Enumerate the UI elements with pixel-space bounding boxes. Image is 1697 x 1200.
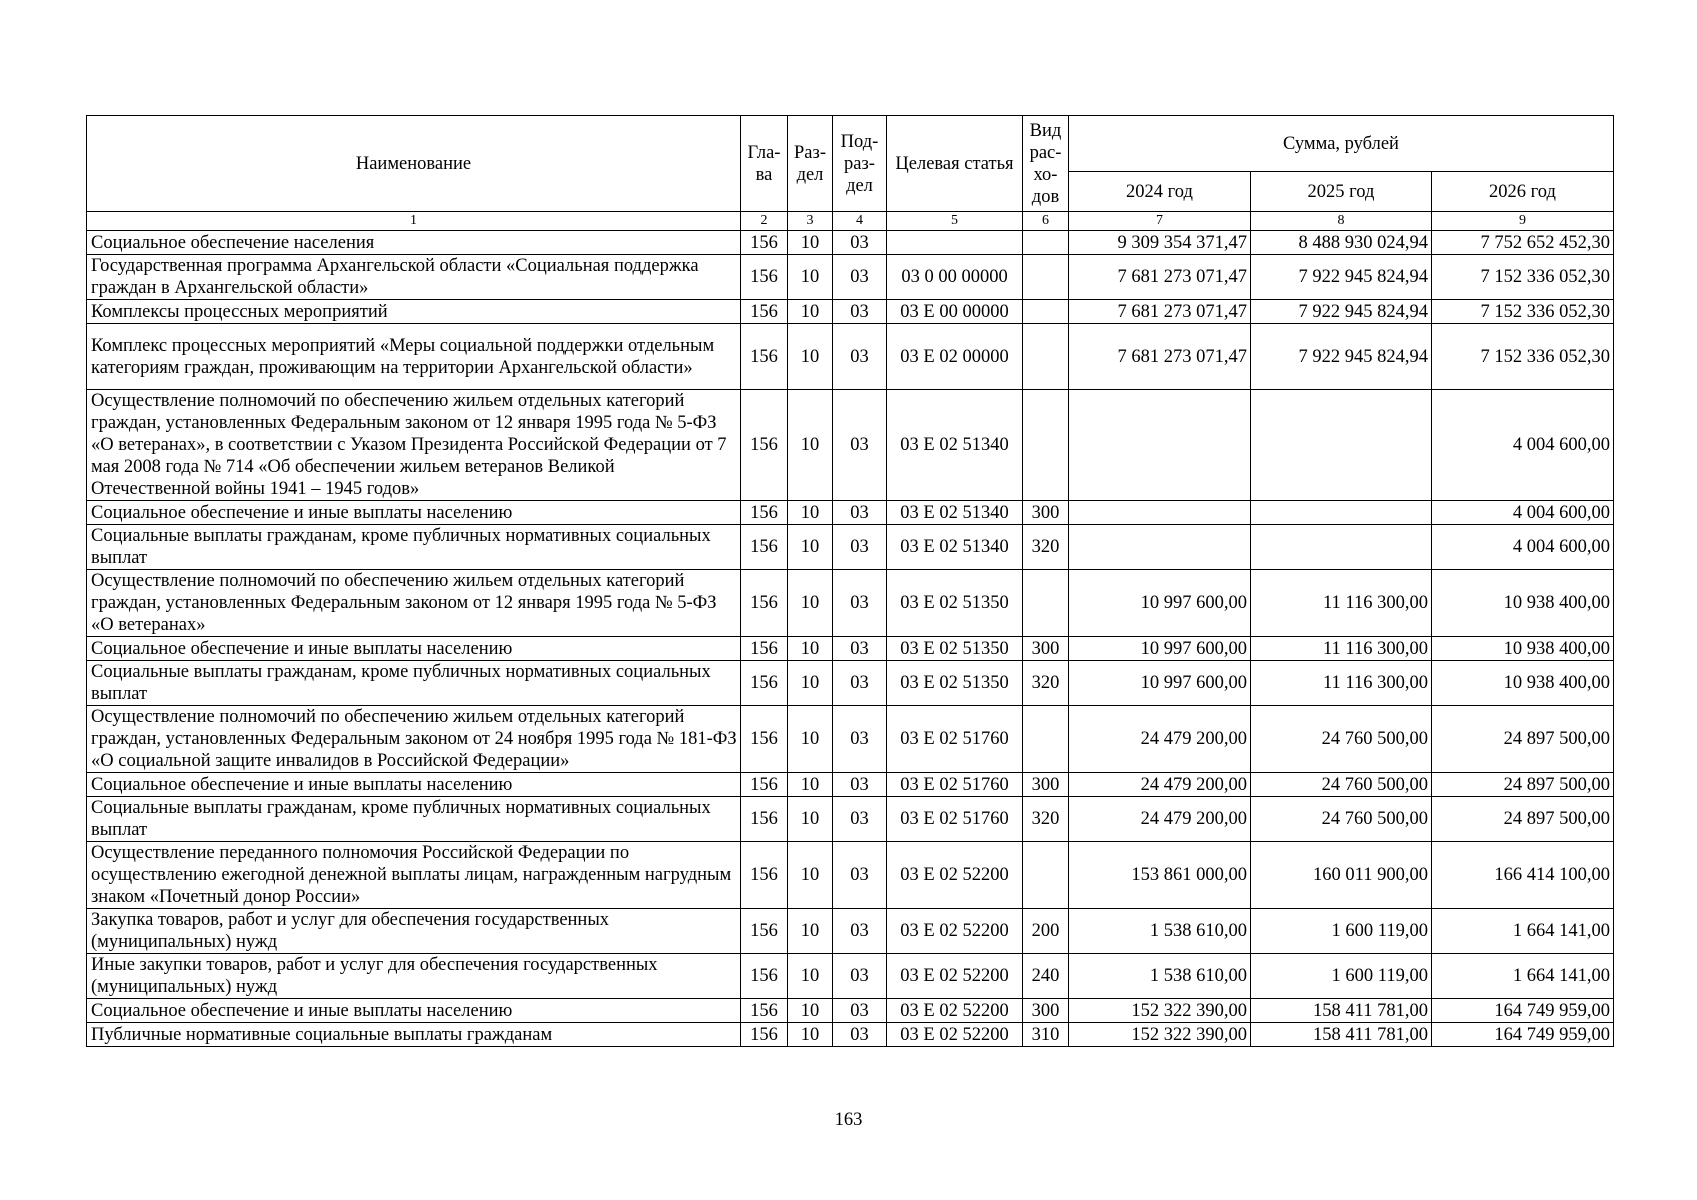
- row-glava: 156: [741, 661, 788, 706]
- row-expense-type: [1023, 706, 1069, 773]
- table-row: [87, 324, 1614, 390]
- column-number: 5: [887, 212, 1023, 231]
- row-amount-2025: 7 922 945 824,94: [1251, 324, 1432, 390]
- row-target-article: 03 Е 00 00000: [887, 300, 1023, 324]
- row-amount-2026: 24 897 500,00: [1432, 773, 1614, 797]
- row-amount-2026: 164 749 959,00: [1432, 1023, 1614, 1047]
- row-amount-2024: 10 997 600,00: [1069, 661, 1251, 706]
- row-podrazdel: 03: [833, 255, 887, 300]
- row-podrazdel: 03: [833, 706, 887, 773]
- row-razdel: 10: [788, 525, 833, 570]
- row-amount-2024: 152 322 390,00: [1069, 1023, 1251, 1047]
- row-amount-2024: 153 861 000,00: [1069, 842, 1251, 909]
- row-amount-2025: 11 116 300,00: [1251, 661, 1432, 706]
- row-amount-2026: 10 938 400,00: [1432, 637, 1614, 661]
- row-target-article: 03 Е 02 51350: [887, 661, 1023, 706]
- row-razdel: 10: [788, 570, 833, 637]
- row-target-article: 03 Е 02 51760: [887, 797, 1023, 842]
- row-target-article: 03 Е 02 51340: [887, 501, 1023, 525]
- row-razdel: 10: [788, 637, 833, 661]
- row-amount-2025: 158 411 781,00: [1251, 1023, 1432, 1047]
- row-podrazdel: 03: [833, 324, 887, 390]
- table-body: [87, 231, 1614, 1047]
- row-amount-2024: [1069, 501, 1251, 525]
- row-amount-2024: [1069, 525, 1251, 570]
- row-amount-2026: 4 004 600,00: [1432, 501, 1614, 525]
- column-number: 2: [741, 212, 788, 231]
- row-name: Государственная программа Архангельской области «Социальная поддержка граждан в Архангельской области»: [87, 255, 741, 300]
- table-row: [87, 706, 1614, 773]
- column-number-row: [87, 212, 1614, 231]
- row-amount-2026: 166 414 100,00: [1432, 842, 1614, 909]
- row-podrazdel: 03: [833, 797, 887, 842]
- row-amount-2024: 9 309 354 371,47: [1069, 231, 1251, 255]
- row-amount-2024: 24 479 200,00: [1069, 706, 1251, 773]
- header-year-2026: 2026 год: [1432, 172, 1614, 212]
- row-podrazdel: 03: [833, 390, 887, 501]
- row-target-article: 03 Е 02 52200: [887, 909, 1023, 954]
- header-razdel: Раз-дел: [788, 116, 833, 212]
- column-number: 9: [1432, 212, 1614, 231]
- row-podrazdel: 03: [833, 661, 887, 706]
- row-razdel: 10: [788, 999, 833, 1023]
- column-number: 3: [788, 212, 833, 231]
- column-number: 7: [1069, 212, 1251, 231]
- row-amount-2024: 152 322 390,00: [1069, 999, 1251, 1023]
- row-target-article: 03 Е 02 51760: [887, 706, 1023, 773]
- row-podrazdel: 03: [833, 773, 887, 797]
- table-row: [87, 255, 1614, 300]
- row-amount-2025: 24 760 500,00: [1251, 797, 1432, 842]
- row-expense-type: [1023, 390, 1069, 501]
- row-razdel: 10: [788, 661, 833, 706]
- row-expense-type: 200: [1023, 909, 1069, 954]
- row-amount-2026: 164 749 959,00: [1432, 999, 1614, 1023]
- row-razdel: 10: [788, 1023, 833, 1047]
- row-glava: 156: [741, 1023, 788, 1047]
- row-amount-2026: 7 752 652 452,30: [1432, 231, 1614, 255]
- row-glava: 156: [741, 570, 788, 637]
- row-razdel: 10: [788, 255, 833, 300]
- row-glava: 156: [741, 501, 788, 525]
- row-amount-2025: 8 488 930 024,94: [1251, 231, 1432, 255]
- row-name: Социальное обеспечение населения: [87, 231, 741, 255]
- row-razdel: 10: [788, 842, 833, 909]
- row-glava: 156: [741, 231, 788, 255]
- row-expense-type: 310: [1023, 1023, 1069, 1047]
- row-glava: 156: [741, 706, 788, 773]
- row-name: Социальные выплаты гражданам, кроме публичных нормативных социальных выплат: [87, 797, 741, 842]
- row-amount-2026: 1 664 141,00: [1432, 954, 1614, 999]
- row-glava: 156: [741, 637, 788, 661]
- header-year-2024: 2024 год: [1069, 172, 1251, 212]
- row-podrazdel: 03: [833, 999, 887, 1023]
- row-name: Осуществление переданного полномочия Российской Федерации по осуществлению ежегодной денежной выплаты лицам, награжденным нагрудным знаком «Почетный донор России»: [87, 842, 741, 909]
- budget-table: [86, 115, 1614, 1047]
- row-amount-2024: 24 479 200,00: [1069, 773, 1251, 797]
- row-expense-type: [1023, 842, 1069, 909]
- row-glava: 156: [741, 797, 788, 842]
- row-razdel: 10: [788, 909, 833, 954]
- table-row: [87, 525, 1614, 570]
- row-amount-2025: 160 011 900,00: [1251, 842, 1432, 909]
- row-amount-2025: 11 116 300,00: [1251, 570, 1432, 637]
- row-expense-type: 300: [1023, 773, 1069, 797]
- table-row: [87, 842, 1614, 909]
- row-name: Публичные нормативные социальные выплаты гражданам: [87, 1023, 741, 1047]
- row-razdel: 10: [788, 501, 833, 525]
- row-target-article: 03 Е 02 51340: [887, 525, 1023, 570]
- header-name: Наименование: [87, 116, 741, 212]
- row-amount-2025: 1 600 119,00: [1251, 909, 1432, 954]
- table-row: [87, 773, 1614, 797]
- row-amount-2026: 10 938 400,00: [1432, 661, 1614, 706]
- row-target-article: 03 Е 02 00000: [887, 324, 1023, 390]
- row-amount-2025: 24 760 500,00: [1251, 706, 1432, 773]
- header-expense-type: Вид рас-хо-дов: [1023, 116, 1069, 212]
- row-amount-2025: 11 116 300,00: [1251, 637, 1432, 661]
- row-expense-type: 320: [1023, 661, 1069, 706]
- row-target-article: 03 Е 02 52200: [887, 954, 1023, 999]
- row-name: Комплекс процессных мероприятий «Меры социальной поддержки отдельным категориям граждан, проживающим на территории Архангельской области»: [87, 324, 741, 390]
- row-glava: 156: [741, 390, 788, 501]
- row-amount-2024: 7 681 273 071,47: [1069, 255, 1251, 300]
- row-podrazdel: 03: [833, 637, 887, 661]
- row-razdel: 10: [788, 706, 833, 773]
- row-podrazdel: 03: [833, 1023, 887, 1047]
- row-amount-2026: 7 152 336 052,30: [1432, 300, 1614, 324]
- header-sum: Сумма, рублей: [1069, 116, 1614, 172]
- row-name: Социальное обеспечение и иные выплаты населению: [87, 501, 741, 525]
- row-amount-2025: 158 411 781,00: [1251, 999, 1432, 1023]
- row-razdel: 10: [788, 797, 833, 842]
- row-glava: 156: [741, 773, 788, 797]
- row-target-article: 03 Е 02 51760: [887, 773, 1023, 797]
- table-row: [87, 231, 1614, 255]
- row-name: Осуществление полномочий по обеспечению жильем отдельных категорий граждан, установленных Федеральным законом от 12 января 1995 года № 5-ФЗ «О ветеранах», в соответствии с Указом Президента Российской Федерации от 7 мая 2008 года № 714 «Об обеспечении жильем ветеранов Великой Отечественной войны 1941 – 1945 годов»: [87, 390, 741, 501]
- row-amount-2025: 7 922 945 824,94: [1251, 255, 1432, 300]
- row-expense-type: [1023, 231, 1069, 255]
- row-target-article: 03 Е 02 52200: [887, 1023, 1023, 1047]
- row-amount-2025: [1251, 501, 1432, 525]
- row-podrazdel: 03: [833, 842, 887, 909]
- row-target-article: 03 Е 02 52200: [887, 842, 1023, 909]
- row-razdel: 10: [788, 954, 833, 999]
- row-razdel: 10: [788, 300, 833, 324]
- row-target-article: 03 0 00 00000: [887, 255, 1023, 300]
- row-podrazdel: 03: [833, 570, 887, 637]
- row-name: Социальное обеспечение и иные выплаты населению: [87, 999, 741, 1023]
- table-row: [87, 1023, 1614, 1047]
- row-amount-2026: 4 004 600,00: [1432, 390, 1614, 501]
- row-expense-type: 300: [1023, 501, 1069, 525]
- row-target-article: [887, 231, 1023, 255]
- row-amount-2026: 7 152 336 052,30: [1432, 324, 1614, 390]
- row-expense-type: 300: [1023, 999, 1069, 1023]
- row-amount-2026: 10 938 400,00: [1432, 570, 1614, 637]
- row-name: Социальные выплаты гражданам, кроме публичных нормативных социальных выплат: [87, 661, 741, 706]
- column-number: 6: [1023, 212, 1069, 231]
- column-number: 1: [87, 212, 741, 231]
- page-number: 163: [834, 1110, 863, 1130]
- row-amount-2025: 7 922 945 824,94: [1251, 300, 1432, 324]
- row-podrazdel: 03: [833, 954, 887, 999]
- row-name: Иные закупки товаров, работ и услуг для обеспечения государственных (муниципальных) нужд: [87, 954, 741, 999]
- table-row: [87, 909, 1614, 954]
- column-number: 8: [1251, 212, 1432, 231]
- row-target-article: 03 Е 02 51350: [887, 570, 1023, 637]
- row-glava: 156: [741, 909, 788, 954]
- row-amount-2025: [1251, 390, 1432, 501]
- header-year-2025: 2025 год: [1251, 172, 1432, 212]
- row-target-article: 03 Е 02 51350: [887, 637, 1023, 661]
- row-expense-type: [1023, 570, 1069, 637]
- row-amount-2026: 24 897 500,00: [1432, 797, 1614, 842]
- row-glava: 156: [741, 300, 788, 324]
- table-row: [87, 954, 1614, 999]
- row-glava: 156: [741, 525, 788, 570]
- table-row: [87, 797, 1614, 842]
- row-name: Социальное обеспечение и иные выплаты населению: [87, 637, 741, 661]
- row-expense-type: [1023, 255, 1069, 300]
- row-name: Социальные выплаты гражданам, кроме публичных нормативных социальных выплат: [87, 525, 741, 570]
- row-amount-2024: 7 681 273 071,47: [1069, 324, 1251, 390]
- column-number: 4: [833, 212, 887, 231]
- row-amount-2025: 24 760 500,00: [1251, 773, 1432, 797]
- row-expense-type: 240: [1023, 954, 1069, 999]
- row-expense-type: [1023, 324, 1069, 390]
- row-glava: 156: [741, 954, 788, 999]
- row-amount-2026: 7 152 336 052,30: [1432, 255, 1614, 300]
- row-podrazdel: 03: [833, 501, 887, 525]
- row-glava: 156: [741, 324, 788, 390]
- row-razdel: 10: [788, 324, 833, 390]
- table-row: [87, 570, 1614, 637]
- row-amount-2025: 1 600 119,00: [1251, 954, 1432, 999]
- row-name: Осуществление полномочий по обеспечению жильем отдельных категорий граждан, установленных Федеральным законом от 24 ноября 1995 года № 181-ФЗ «О социальной защите инвалидов в Российской Федерации»: [87, 706, 741, 773]
- row-expense-type: 300: [1023, 637, 1069, 661]
- row-amount-2024: 24 479 200,00: [1069, 797, 1251, 842]
- row-glava: 156: [741, 999, 788, 1023]
- row-razdel: 10: [788, 773, 833, 797]
- row-podrazdel: 03: [833, 909, 887, 954]
- table-row: [87, 999, 1614, 1023]
- row-amount-2026: 4 004 600,00: [1432, 525, 1614, 570]
- row-amount-2024: 1 538 610,00: [1069, 909, 1251, 954]
- row-expense-type: 320: [1023, 525, 1069, 570]
- row-target-article: 03 Е 02 51340: [887, 390, 1023, 501]
- row-target-article: 03 Е 02 52200: [887, 999, 1023, 1023]
- row-expense-type: 320: [1023, 797, 1069, 842]
- table-row: [87, 501, 1614, 525]
- table-row: [87, 390, 1614, 501]
- row-name: Закупка товаров, работ и услуг для обеспечения государственных (муниципальных) нужд: [87, 909, 741, 954]
- row-amount-2024: 10 997 600,00: [1069, 637, 1251, 661]
- row-razdel: 10: [788, 231, 833, 255]
- table-row: [87, 300, 1614, 324]
- row-expense-type: [1023, 300, 1069, 324]
- row-podrazdel: 03: [833, 231, 887, 255]
- row-name: Осуществление полномочий по обеспечению жильем отдельных категорий граждан, установленных Федеральным законом от 12 января 1995 года № 5-ФЗ «О ветеранах»: [87, 570, 741, 637]
- table-header: [87, 116, 1614, 231]
- table-row: [87, 661, 1614, 706]
- table-row: [87, 637, 1614, 661]
- row-podrazdel: 03: [833, 525, 887, 570]
- row-amount-2026: 24 897 500,00: [1432, 706, 1614, 773]
- row-amount-2024: [1069, 390, 1251, 501]
- header-target-article: Целевая статья: [887, 116, 1023, 212]
- row-podrazdel: 03: [833, 300, 887, 324]
- row-glava: 156: [741, 842, 788, 909]
- row-name: Социальное обеспечение и иные выплаты населению: [87, 773, 741, 797]
- row-amount-2025: [1251, 525, 1432, 570]
- header-podrazdel: Под-раз-дел: [833, 116, 887, 212]
- row-glava: 156: [741, 255, 788, 300]
- row-amount-2026: 1 664 141,00: [1432, 909, 1614, 954]
- row-amount-2024: 10 997 600,00: [1069, 570, 1251, 637]
- row-amount-2024: 1 538 610,00: [1069, 954, 1251, 999]
- row-name: Комплексы процессных мероприятий: [87, 300, 741, 324]
- row-razdel: 10: [788, 390, 833, 501]
- header-glava: Гла-ва: [741, 116, 788, 212]
- row-amount-2024: 7 681 273 071,47: [1069, 300, 1251, 324]
